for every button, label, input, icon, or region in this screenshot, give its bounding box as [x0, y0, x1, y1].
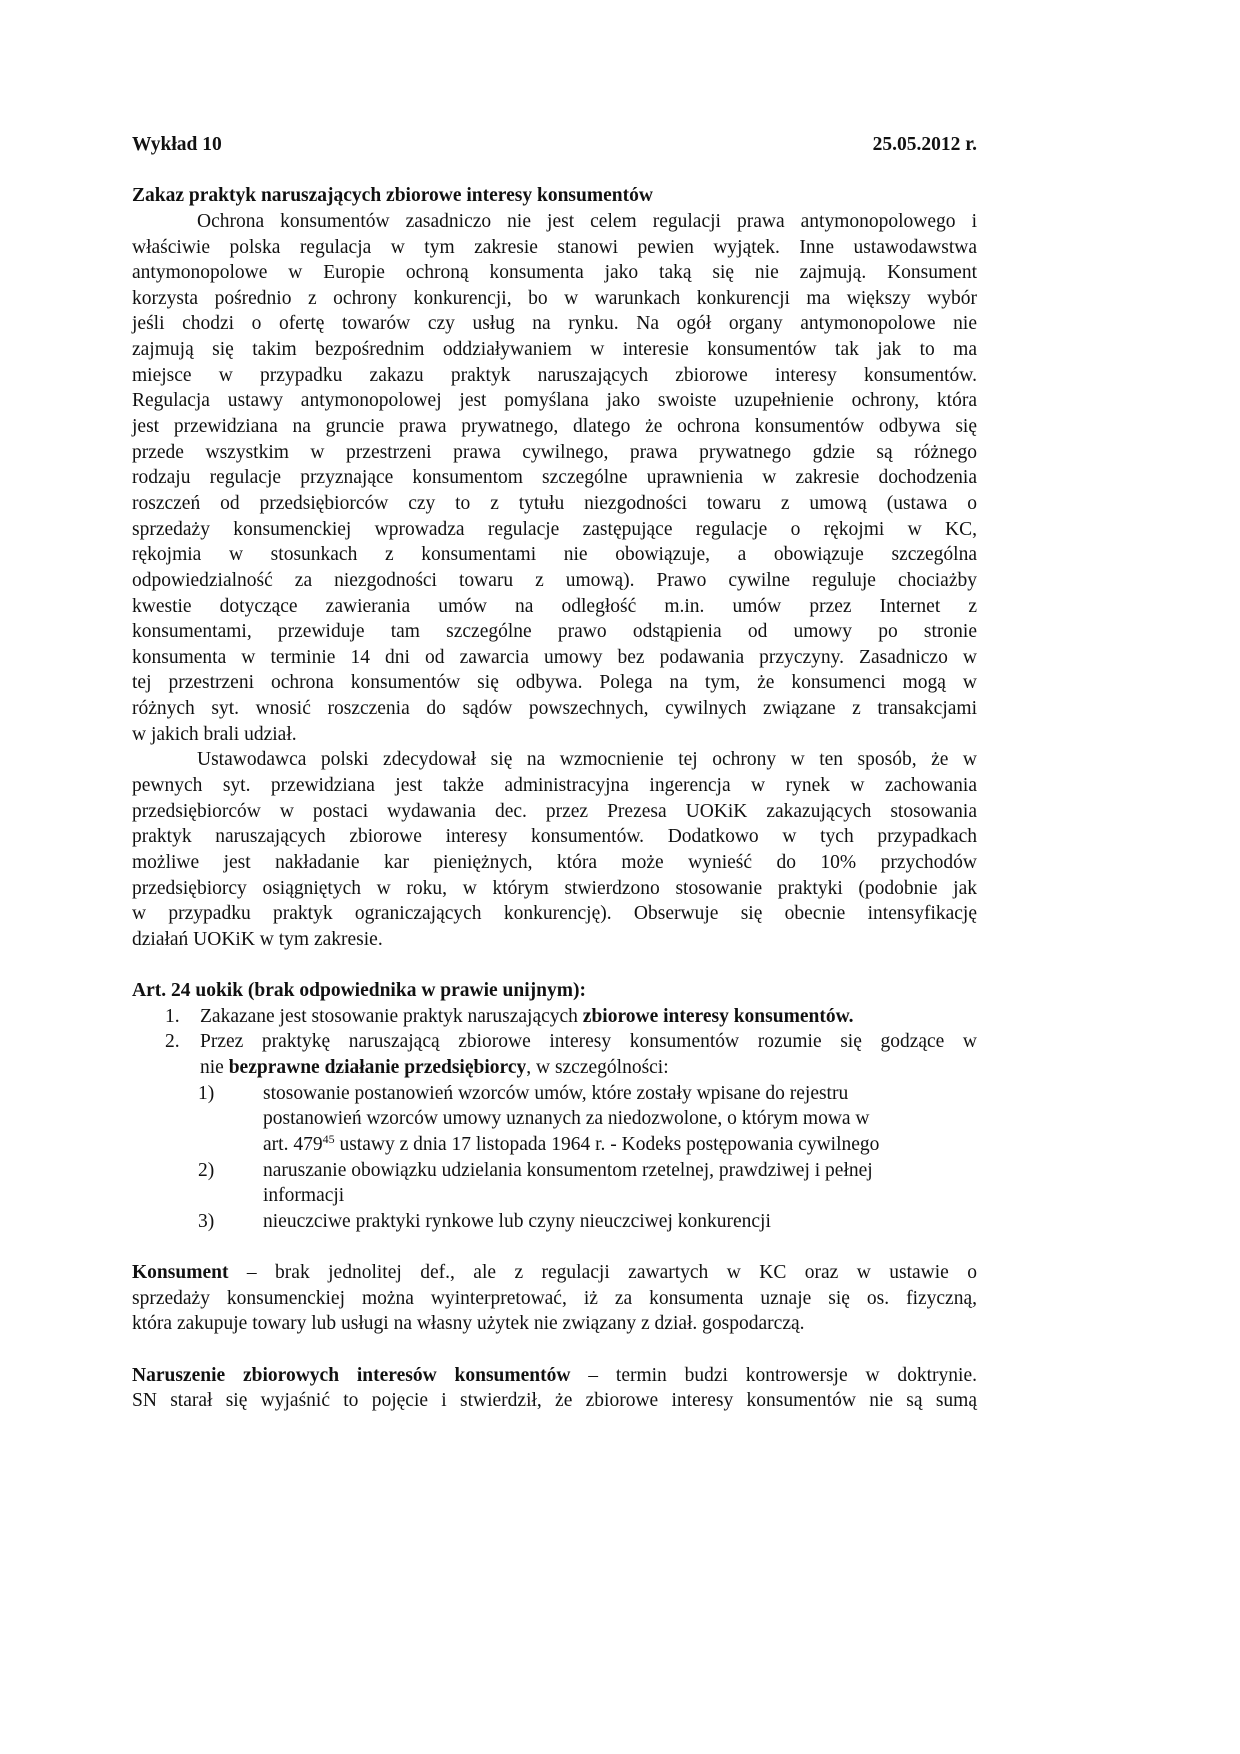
- list-text: [263, 1081, 977, 1107]
- text-run: korzysta pośrednio z ochrony konkurencji, bo w warunkach konkurencji ma większy wybór: [132, 287, 977, 309]
- list-number: 1): [198, 1082, 215, 1104]
- text-line: [132, 824, 977, 850]
- superscript: 45: [322, 1131, 335, 1146]
- document-body: [132, 158, 977, 1414]
- list-text: [263, 1183, 977, 1209]
- text-line: [132, 363, 977, 389]
- lecture-title: Wykład 10: [132, 134, 222, 155]
- text-line: [132, 1388, 977, 1414]
- document-page: [132, 132, 977, 1414]
- text-run: Ochrona konsumentów zasadniczo nie jest celem regulacji prawa antymonopolowego i: [197, 210, 977, 232]
- list-text: [263, 1158, 977, 1184]
- text-run: która zakupuje towary lub usługi na własny użytek nie związany z dział. gospodarczą.: [132, 1313, 805, 1335]
- list-item: [132, 1004, 977, 1030]
- list-number: 2): [198, 1159, 215, 1181]
- blank-line: [132, 953, 977, 979]
- list-text: [263, 1106, 977, 1132]
- text-line: [132, 235, 977, 261]
- text-run: w jakich brali udział.: [132, 723, 297, 745]
- text-run: właściwie polska regulacja w tym zakresie stanowi pewien wyjątek. Inne ustawodawstwa: [132, 236, 977, 258]
- text-line: [132, 773, 977, 799]
- text-run: pewnych syt. przewidziana jest także administracyjna ingerencja w rynek w zachowania: [132, 775, 977, 797]
- sub-list-item: [132, 1209, 977, 1235]
- text-run: stosowanie postanowień wzorców umów, które zostały wpisane do rejestru: [263, 1082, 849, 1104]
- text-run: przedsiębiorców w postaci wydawania dec. przez Prezesa UOKiK zakazujących stosowania: [132, 800, 977, 822]
- blank-line: [132, 1337, 977, 1363]
- text-line: [132, 465, 977, 491]
- bold-text: Art. 24 uokik (brak odpowiednika w prawie unijnym):: [132, 980, 586, 1002]
- text-line: [132, 1286, 977, 1312]
- text-run: przedsiębiorcy osiągniętych w roku, w którym stwierdzono stosowanie praktyki (podobnie jak: [132, 877, 977, 899]
- text-line: [132, 747, 977, 773]
- text-run: przede wszystkim w przestrzeni prawa cywilnego, prawa prywatnego gdzie są różnego: [132, 441, 977, 463]
- text-line: [132, 876, 977, 902]
- text-line: [132, 260, 977, 286]
- text-line: [132, 901, 977, 927]
- text-run: informacji: [263, 1185, 345, 1207]
- blank-line: [132, 158, 977, 184]
- text-run: konsumenta w terminie 14 dni od zawarcia umowy bez podawania przyczyny. Zasadniczo w: [132, 646, 977, 668]
- text-line: [132, 850, 977, 876]
- text-line: [132, 311, 977, 337]
- text-line: [132, 337, 977, 363]
- text-run: SN starał się wyjaśnić to pojęcie i stwierdził, że zbiorowe interesy konsumentów nie są sumą: [132, 1390, 977, 1412]
- document-header: [132, 132, 977, 158]
- lecture-date: 25.05.2012 r.: [872, 134, 977, 155]
- text-line: [132, 491, 977, 517]
- text-line: [132, 645, 977, 671]
- sub-list-item: [132, 1081, 977, 1107]
- list-text: [263, 1132, 977, 1158]
- text-run: , w szczególności:: [526, 1057, 669, 1079]
- text-line: [132, 517, 977, 543]
- text-line: [132, 1311, 977, 1337]
- text-run: różnych syt. wnosić roszczenia do sądów powszechnych, cywilnych związane z transakcjami: [132, 698, 977, 720]
- list-item: [132, 1029, 977, 1055]
- text-run: w przypadku praktyk ograniczających konkurencję). Obserwuje się obecnie intensyfikację: [132, 903, 977, 925]
- text-run: praktyk naruszających zbiorowe interesy konsumentów. Dodatkowo w tych przypadkach: [132, 826, 977, 848]
- list-number: [132, 1183, 263, 1209]
- text-run: jest przewidziana na gruncie prawa prywatnego, dlatego że ochrona konsumentów odbywa się: [132, 416, 977, 438]
- text-run: art. 479: [263, 1133, 323, 1155]
- text-run: możliwe jest nakładanie kar pieniężnych, która może wynieść do 10% przychodów: [132, 851, 977, 873]
- list-number: [132, 1055, 200, 1081]
- list-number: 2.: [165, 1031, 180, 1053]
- list-text: [263, 1209, 977, 1235]
- text-line: [132, 722, 977, 748]
- text-line: [132, 414, 977, 440]
- text-run: jeśli chodzi o ofertę towarów czy usług na rynku. Na ogół organy antymonopolowe nie: [132, 313, 977, 335]
- list-number: [132, 1106, 263, 1132]
- sub-list-item: [132, 1132, 977, 1158]
- text-line: [132, 183, 977, 209]
- text-line: [132, 568, 977, 594]
- list-number: 3): [198, 1210, 215, 1232]
- text-run: tej przestrzeni ochrona konsumentów się odbywa. Polega na tym, że konsumenci mogą w: [132, 672, 977, 694]
- text-line: [132, 388, 977, 414]
- text-line: [132, 1260, 977, 1286]
- text-run: postanowień wzorców umowy uznanych za niedozwolone, o którym mowa w: [263, 1108, 870, 1130]
- bold-text: bezprawne działanie przedsiębiorcy: [228, 1057, 527, 1079]
- text-run: Ustawodawca polski zdecydował się na wzmocnienie tej ochrony w ten sposób, że w: [197, 749, 977, 771]
- text-line: [132, 209, 977, 235]
- text-line: [132, 696, 977, 722]
- sub-list-item: [132, 1183, 977, 1209]
- list-number: 1.: [165, 1005, 180, 1027]
- text-run: naruszanie obowiązku udzielania konsumentom rzetelnej, prawdziwej i pełnej: [263, 1159, 873, 1181]
- text-line: [132, 799, 977, 825]
- text-run: sprzedaży konsumenckiej można wyinterpretować, iż za konsumenta uznaje się os. fizyczną,: [132, 1287, 977, 1309]
- sub-list-item: [132, 1106, 977, 1132]
- text-line: [132, 927, 977, 953]
- text-line: [132, 440, 977, 466]
- bold-text: zbiorowe interesy konsumentów.: [582, 1005, 854, 1027]
- text-run: nie: [200, 1057, 229, 1079]
- text-run: kwestie dotyczące zawierania umów na odległość m.in. umów przez Internet z: [132, 595, 977, 617]
- text-run: Regulacja ustawy antymonopolowej jest pomyślana jako swoiste uzupełnienie ochrony, która: [132, 390, 977, 412]
- list-number: [132, 1132, 263, 1158]
- blank-line: [132, 1235, 977, 1261]
- bold-text: Zakaz praktyk naruszających zbiorowe interesy konsumentów: [132, 185, 653, 207]
- text-run: Zakazane jest stosowanie praktyk naruszających: [200, 1005, 583, 1027]
- text-line: [132, 286, 977, 312]
- text-run: Przez praktykę naruszającą zbiorowe interesy konsumentów rozumie się godzące w: [200, 1031, 977, 1053]
- text-line: [132, 670, 977, 696]
- text-run: – termin budzi kontrowersje w doktrynie.: [570, 1364, 977, 1386]
- text-run: zajmują się takim bezpośrednim oddziaływaniem w interesie konsumentów tak jak to ma: [132, 339, 977, 361]
- text-run: roszczeń od przedsiębiorców czy to z tytułu niezgodności towaru z umową (ustawa o: [132, 492, 977, 514]
- text-line: [132, 594, 977, 620]
- text-run: ustawy z dnia 17 listopada 1964 r. - Kodeks postępowania cywilnego: [334, 1133, 880, 1155]
- text-run: rodzaju regulacje przyznające konsumentom szczególne uprawnienia w zakresie dochodzenia: [132, 467, 977, 489]
- text-line: [132, 978, 977, 1004]
- list-text: [200, 1055, 977, 1081]
- list-text: [200, 1029, 977, 1055]
- text-run: nieuczciwe praktyki rynkowe lub czyny nieuczciwej konkurencji: [263, 1210, 771, 1232]
- list-text: [200, 1004, 977, 1030]
- text-run: działań UOKiK w tym zakresie.: [132, 928, 383, 950]
- text-line: [132, 542, 977, 568]
- list-item: [132, 1055, 977, 1081]
- text-run: odpowiedzialność za niezgodności towaru z umową). Prawo cywilne reguluje chociażby: [132, 569, 977, 591]
- text-run: – brak jednolitej def., ale z regulacji zawartych w KC oraz w ustawie o: [228, 1262, 977, 1284]
- text-line: [132, 1363, 977, 1389]
- text-run: rękojmia w stosunkach z konsumentami nie obowiązuje, a obowiązuje szczególna: [132, 544, 977, 566]
- text-run: miejsce w przypadku zakazu praktyk naruszających zbiorowe interesy konsumentów.: [132, 364, 977, 386]
- text-run: antymonopolowe w Europie ochroną konsumenta jako taką się nie zajmują. Konsument: [132, 262, 977, 284]
- bold-text: Naruszenie zbiorowych interesów konsumentów: [132, 1364, 571, 1386]
- sub-list-item: [132, 1158, 977, 1184]
- text-line: [132, 619, 977, 645]
- text-run: konsumentami, przewiduje tam szczególne prawo odstąpienia od umowy po stronie: [132, 621, 977, 643]
- text-run: sprzedaży konsumenckiej wprowadza regulacje zastępujące regulacje o rękojmi w KC,: [132, 518, 977, 540]
- bold-text: Konsument: [132, 1262, 229, 1284]
